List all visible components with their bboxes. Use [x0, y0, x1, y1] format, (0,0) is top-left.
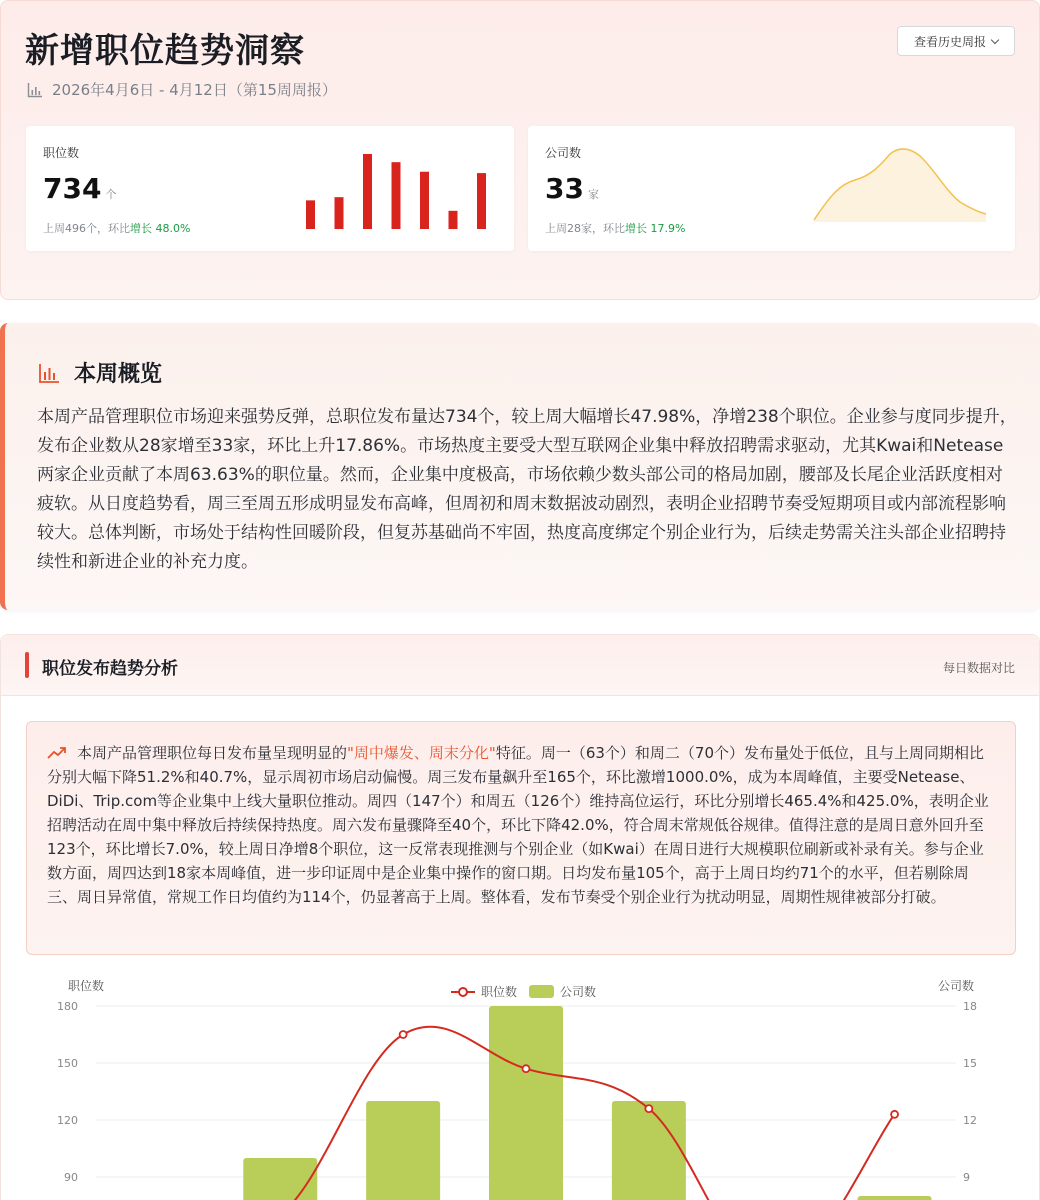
overview-card [0, 323, 1040, 610]
right-tick-label: 12 [963, 1114, 977, 1127]
jobs-spark-bar [306, 200, 315, 229]
jobs-stat-card [26, 126, 514, 251]
jobs-point[interactable] [523, 1065, 530, 1072]
chevron-down-icon [991, 35, 999, 43]
jobs-spark-bar [335, 197, 344, 229]
date-range-text: 2026年4月6日 - 4月12日（第15周周报） [52, 81, 337, 99]
trending-up-icon [47, 745, 67, 761]
jobs-spark-bar [477, 173, 486, 229]
right-axis-title: 公司数 [938, 979, 975, 993]
left-tick-label: 150 [57, 1057, 78, 1070]
company-bar[interactable] [366, 1101, 440, 1200]
companies-foot-prefix: 上周28家，环比 [545, 222, 625, 235]
jobs-spark-bar [449, 211, 458, 229]
companies-stat-card [528, 126, 1015, 251]
history-report-label: 查看历史周报 [913, 34, 986, 49]
company-bar[interactable] [489, 1006, 563, 1200]
insight-after: 特征。周一（63个）和周二（70个）发布量处于低位，且与上周同期相比分别大幅下降51.2%和40.7%，显示周初市场启动偏慢。周三发布量飙升至165个，环比激增1000.0%，成为本周峰值，主要受Netease、DiDi、Trip.com等企业集中上线大量职位推动。周四（147个）和周五（126个）维持高位运行，环比分别增长465.4%和425.0%，表明企业招聘活动在周中集中释放后持续保持热度。周六发布量骤降至40个，环比下降42.0%，符合周末常规低谷规律。值得注意的是周日意外回升至123个，环比增长7.0%，较上周日净增8个职位，这一反常表现推测与个别企业（如Kwai）在周日进行大规模职位刷新或补录有关。参与企业数方面，周四达到18家本周峰值，进一步印证周中是企业集中操作的窗口期。日均发布量105个，高于上周日均约71个的水平，但若剔除周三、周日异常值，常规工作日均值约为114个，仍显著高于上周。整体看，发布节奏受个别企业行为扰动明显，周期性规律被部分打破。 [47, 744, 989, 906]
companies-stat-unit: 家 [587, 188, 599, 201]
trend-chart [1, 965, 1039, 1200]
companies-sparkline [810, 146, 990, 226]
right-tick-label: 9 [963, 1171, 970, 1184]
trend-title: 职位发布趋势分析 [42, 659, 178, 679]
jobs-stat-value-wrap [43, 172, 116, 205]
overview-header [38, 357, 162, 388]
legend-series-1: 公司数 [560, 985, 597, 999]
trend-section [0, 634, 1040, 1200]
trend-insight-text [47, 741, 992, 909]
companies-stat-value-wrap [545, 172, 599, 205]
left-tick-label: 90 [64, 1171, 78, 1184]
jobs-foot-change: 增长 48.0% [130, 222, 191, 235]
overview-title: 本周概览 [74, 362, 163, 387]
jobs-stat-label: 职位数 [43, 146, 80, 160]
page-title: 新增职位趋势洞察 [25, 31, 305, 71]
date-range [27, 79, 337, 100]
trend-note: 每日数据对比 [942, 661, 1015, 675]
companies-foot-change: 增长 17.9% [625, 222, 686, 235]
legend-series-0: 职位数 [481, 985, 518, 999]
jobs-point[interactable] [891, 1111, 898, 1118]
jobs-foot-prefix: 上周496个，环比 [43, 222, 130, 235]
trend-chart-plot [1, 965, 1039, 1200]
right-tick-label: 18 [963, 1000, 977, 1013]
jobs-stat-unit: 个 [105, 188, 117, 201]
companies-stat-label: 公司数 [545, 146, 582, 160]
right-tick-label: 15 [963, 1057, 977, 1070]
header-card [0, 0, 1040, 300]
trend-header [1, 635, 1039, 696]
left-tick-label: 120 [57, 1114, 78, 1127]
jobs-point[interactable] [645, 1105, 652, 1112]
companies-spark-area [814, 149, 986, 222]
jobs-stat-foot [43, 220, 190, 236]
jobs-sparkline [306, 148, 506, 233]
insight-highlight: "周中爆发、周末分化" [347, 744, 496, 762]
bar-chart-icon [27, 82, 43, 98]
jobs-stat-value: 734 [43, 172, 102, 205]
company-bar[interactable] [858, 1196, 932, 1200]
left-axis-title: 职位数 [68, 979, 105, 993]
jobs-spark-bar [392, 162, 401, 229]
jobs-spark-bar [420, 172, 429, 229]
left-tick-label: 180 [57, 1000, 78, 1013]
companies-stat-value: 33 [545, 172, 584, 205]
overview-text: 本周产品管理职位市场迎来强势反弹，总职位发布量达734个，较上周大幅增长47.98%，净增238个职位。企业参与度同步提升，发布企业数从28家增至33家，环比上升17.86%。市场热度主要受大型互联网企业集中释放招聘需求驱动，尤其Kwai和Netease两家企业贡献了本周63.63%的职位量。然而，企业集中度极高，市场依赖少数头部公司的格局加剧，腰部及长尾企业活跃度相对疲软。从日度趋势看，周三至周五形成明显发布高峰，但周初和周末数据波动剧烈，表明企业招聘节奏受短期项目或内部流程影响较大。总体判断，市场处于结构性回暖阶段，但复苏基础尚不牢固，热度高度绑定个别企业行为，后续走势需关注头部企业招聘持续性和新进企业的补充力度。 [37, 407, 1017, 572]
company-bar[interactable] [612, 1101, 686, 1200]
history-report-button[interactable] [897, 26, 1015, 56]
bar-chart-icon [38, 362, 60, 384]
companies-stat-foot [545, 220, 685, 236]
insight-before: 本周产品管理职位每日发布量呈现明显的 [77, 744, 348, 762]
company-bar[interactable] [243, 1158, 317, 1200]
jobs-spark-bar [363, 154, 372, 229]
jobs-point[interactable] [400, 1031, 407, 1038]
trend-accent-bar [25, 652, 29, 678]
trend-insight-box [26, 721, 1016, 955]
